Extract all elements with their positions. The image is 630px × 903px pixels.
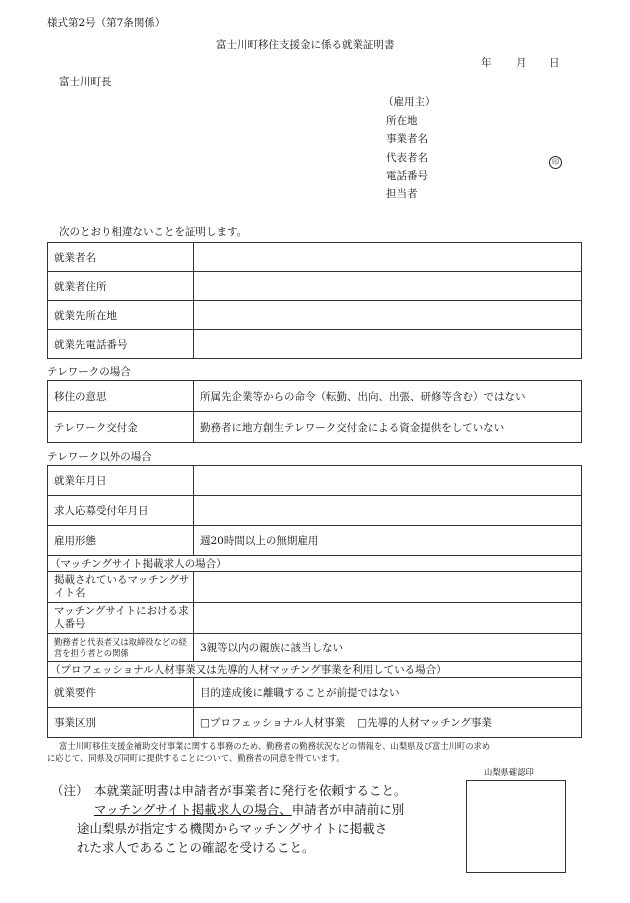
row-value: 勤務者に地方創生テレワーク交付金による資金提供をしていない [194,412,582,443]
note-line-4: れた求人であることの確認を受けること。 [77,840,315,855]
table-row [48,412,582,443]
row-label: マッチングサイトにおける求人番号 [48,603,194,634]
option-pioneer-matching-checkbox[interactable]: □先導的人材マッチング事業 [357,717,492,729]
addressee: 富士川町長 [59,76,112,88]
employer-representative-label: 代表者名 [386,152,428,164]
certify-statement: 次のとおり相違ないことを証明します。 [59,226,248,238]
workplace-address-field[interactable] [194,301,582,330]
row-label: 勤務者と代表者又は取締役などの経営を担う者との関係 [48,634,194,662]
seal-mark [549,149,562,169]
date-day: 日 [549,57,560,69]
table-row [48,272,582,301]
matching-site-name-field[interactable] [194,572,582,603]
consent-line-2: に応じて、同県及び同町に提供することについて、勤務者の同意を得ています。 [47,753,345,763]
row-label: 就業者名 [48,243,194,272]
note-marker: （注） [51,783,89,798]
page-title: 富士川町移住支援金に係る就業証明書 [216,39,395,51]
employer-phone-label: 電話番号 [386,170,428,182]
workplace-phone-field[interactable] [194,330,582,359]
row-label: 雇用形態 [48,526,194,556]
row-label: 就業先所在地 [48,301,194,330]
table-row [48,634,582,662]
table-row [48,662,582,678]
non-telework-table [47,465,582,738]
date-year: 年 [481,57,492,69]
telework-table [47,380,582,443]
worker-address-field[interactable] [194,272,582,301]
seal-icon: 印 [549,156,562,169]
telework-heading: テレワークの場合 [47,366,131,378]
table-row [48,496,582,526]
employment-date-field[interactable] [194,466,582,496]
table-row [48,572,582,603]
row-value: 目的達成後に離職することが前提ではない [194,678,582,708]
row-value: 3親等以内の親族に該当しない [194,634,582,662]
professional-heading: （プロフェッショナル人材事業又は先導的人材マッチング事業を利用している場合） [48,662,582,678]
consent-line-1: 富士川町移住支援金補助交付事業に関する事務のため、勤務者の勤務状況などの情報を、山梨県及び富士川町の求め [59,741,491,751]
table-row [48,526,582,556]
note-line-1: 本就業証明書は申請者が事業者に発行を依頼すること。 [94,783,407,798]
row-label: 移住の意思 [48,381,194,412]
row-label: テレワーク交付金 [48,412,194,443]
table-row [48,603,582,634]
note-underlined-text: マッチングサイト掲載求人の場合、 [94,802,292,817]
matching-heading: （マッチングサイト掲載求人の場合） [48,556,582,572]
table-row [48,466,582,496]
table-row [48,556,582,572]
employer-business-name-label: 事業者名 [386,133,428,145]
note-line-3: 途山梨県が指定する機関からマッチングサイトに掲載さ [77,821,388,836]
prefecture-stamp-box [466,780,566,873]
row-label: 事業区別 [48,708,194,738]
application-date-field[interactable] [194,496,582,526]
table-row [48,243,582,272]
form-number: 様式第2号（第7条関係） [47,17,166,29]
row-label: 就業年月日 [48,466,194,496]
note-line-2-rest: 申請者が申請前に別 [291,802,405,817]
non-telework-heading: テレワーク以外の場合 [47,451,152,463]
business-type-options [194,708,582,738]
row-value: 週20時間以上の無期雇用 [194,526,582,556]
option-professional-checkbox[interactable]: □プロフェッショナル人材事業 [200,717,346,729]
employer-heading: （雇用主） [383,96,436,108]
basic-info-table [47,242,582,359]
table-row [48,381,582,412]
row-label: 掲載されているマッチングサイト名 [48,572,194,603]
employer-address-label: 所在地 [386,115,418,127]
row-value: 所属先企業等からの命令（転勤、出向、出張、研修等含む）ではない [194,381,582,412]
row-label: 就業要件 [48,678,194,708]
row-label: 就業先電話番号 [48,330,194,359]
note-line-2 [94,800,404,819]
date-month: 月 [516,57,527,69]
stamp-label: 山梨県確認印 [484,767,534,777]
table-row [48,708,582,738]
table-row [48,330,582,359]
table-row [48,301,582,330]
row-label: 就業者住所 [48,272,194,301]
job-number-field[interactable] [194,603,582,634]
employer-contact-label: 担当者 [386,188,418,200]
worker-name-field[interactable] [194,243,582,272]
table-row [48,678,582,708]
row-label: 求人応募受付年月日 [48,496,194,526]
